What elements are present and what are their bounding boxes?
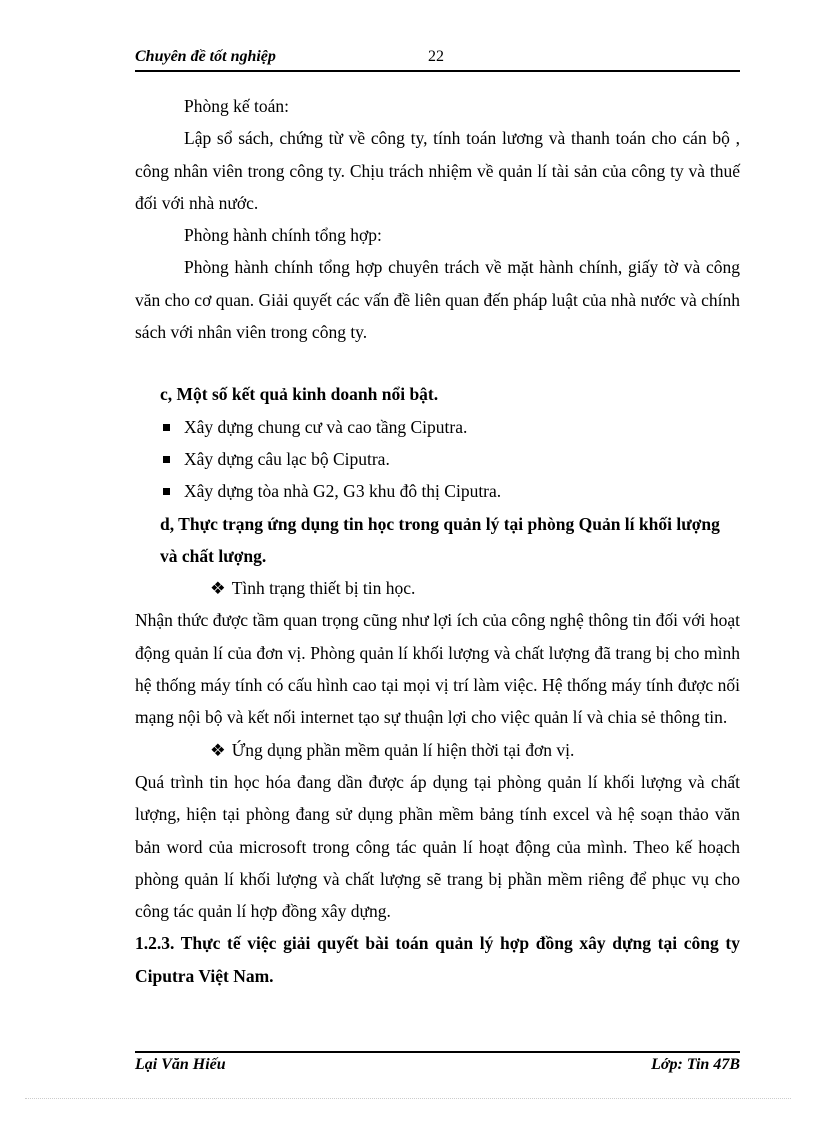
subheading-software: ❖ Ứng dụng phần mềm quản lí hiện thời tại đơn vị. [210, 739, 575, 760]
section-heading-d: d, Thực trạng ứng dụng tin học trong quản lý tại phòng Quản lí khối lượng và chất lượng. [160, 513, 720, 566]
spacer [135, 348, 740, 378]
footer-author: Lại Văn Hiếu [135, 1056, 226, 1073]
diamond-bullet-icon: ❖ [210, 578, 226, 599]
header-title: Chuyên đề tốt nghiệp [135, 48, 276, 65]
paragraph-admin-heading: Phòng hành chính tổng hợp: [184, 225, 382, 246]
square-bullet-icon [163, 456, 170, 463]
square-bullet-icon [163, 424, 170, 431]
paragraph-accounting-heading: Phòng kế toán: [184, 96, 289, 116]
page-bottom-dotted-line [25, 1098, 791, 1099]
section-heading-1-2-3: 1.2.3. Thực tế việc giải quyết bài toán quản lý hợp đồng xây dựng tại công ty Ciputra Việt Nam. [135, 933, 740, 986]
diamond-bullet-icon: ❖ [210, 739, 226, 760]
header-divider [135, 70, 740, 72]
page-content [135, 90, 740, 992]
subheading-equipment: ❖ Tình trạng thiết bị tin học. [210, 578, 416, 599]
footer-class: Lớp: Tin 47B [651, 1056, 740, 1073]
footer-divider [135, 1051, 740, 1053]
square-bullet-icon [163, 488, 170, 495]
list-item: Xây dựng câu lạc bộ Ciputra. [135, 443, 740, 475]
page-number: 22 [428, 48, 444, 65]
paragraph-equipment: Nhận thức được tầm quan trọng cũng như lợi ích của công nghệ thông tin đối với hoạt động quản lí của đơn vị. Phòng quản lí khối lượng và chất lượng đã trang bị cho mình hệ thống máy tính có cấu hình cao tại mọi vị trí làm việc. Hệ thống máy tính được nối mạng nội bộ và kết nối internet tạo sự thuận lợi cho việc quản lí và chia sẻ thông tin. [135, 610, 740, 728]
list-item: Xây dựng tòa nhà G2, G3 khu đô thị Ciputra. [135, 475, 740, 507]
paragraph-accounting-desc: Lập sổ sách, chứng từ về công ty, tính toán lương và thanh toán cho cán bộ , công nhân viên trong công ty. Chịu trách nhiệm về quản lí tài sản của công ty và thuế đối với nhà nước. [135, 128, 740, 213]
paragraph-admin-desc: Phòng hành chính tổng hợp chuyên trách về mặt hành chính, giấy tờ và công văn cho cơ quan. Giải quyết các vấn đề liên quan đến pháp luật của nhà nước và chính sách với nhân viên trong công ty. [135, 257, 740, 343]
achievement-list [135, 411, 740, 508]
paragraph-software: Quá trình tin học hóa đang dần được áp dụng tại phòng quản lí khối lượng và chất lượng, hiện tại phòng đang sử dụng phần mềm bảng tính excel và hệ soạn thảo văn bản word của microsoft trong công tác quản lí hoạt động của mình. Theo kế hoạch phòng quản lí khối lượng và chất lượng sẽ trang bị phần mềm riêng để phục vụ cho công tác quản lí hợp đồng xây dựng. [135, 771, 740, 922]
section-heading-c: c, Một số kết quả kinh doanh nổi bật. [160, 384, 439, 405]
list-item: Xây dựng chung cư và cao tầng Ciputra. [135, 411, 740, 443]
